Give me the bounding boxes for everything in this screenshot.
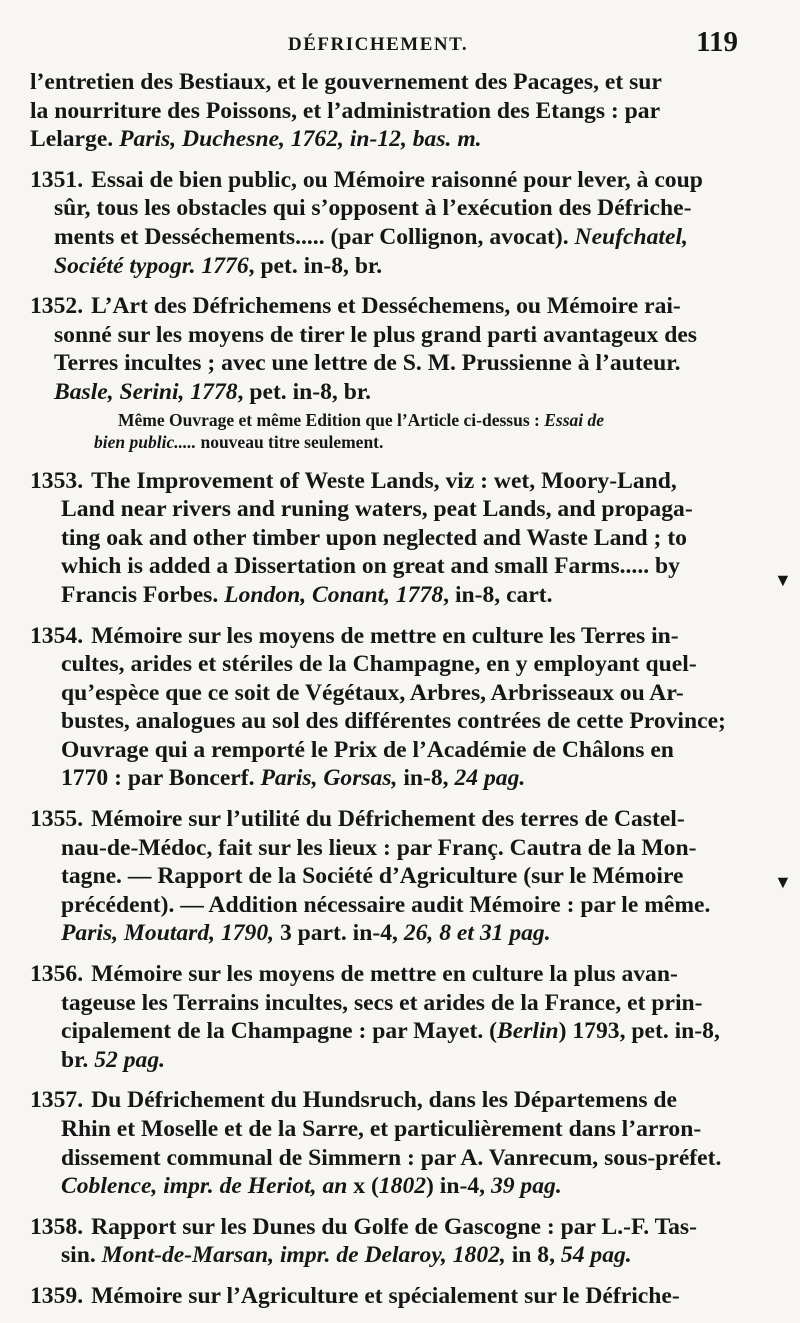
text-line: ments et Desséchements..... (par Collignon, avocat). Neufchatel, xyxy=(54,223,688,250)
text-line: nau-de-Médoc, fait sur les lieux : par Franç. Cautra de la Mon- xyxy=(61,834,697,861)
margin-mark: ▼ xyxy=(774,570,792,590)
text-line: Paris, Moutard, 1790, 3 part. in-4, 26, 8 et 31 pag. xyxy=(61,920,551,947)
text-line: tageuse les Terrains incultes, secs et arides de la France, et prin- xyxy=(61,989,703,1016)
text-line: Francis Forbes. London, Conant, 1778, in-8, cart. xyxy=(61,581,553,608)
text-line: 1355. Mémoire sur l’utilité du Défrichement des terres de Castel- xyxy=(30,806,685,833)
text-line: 1353. The Improvement of Weste Lands, viz : wet, Moory-Land, xyxy=(30,467,677,494)
entry-number: 1359. xyxy=(30,1282,84,1309)
text-line: Coblence, impr. de Heriot, an x (1802) in-4, 39 pag. xyxy=(61,1173,562,1200)
text-line: 1770 : par Boncerf. Paris, Gorsas, in-8, 24 pag. xyxy=(61,765,526,792)
text-line: 1359. Mémoire sur l’Agriculture et spécialement sur le Défriche- xyxy=(30,1282,680,1309)
text-line: 1357. Du Défrichement du Hundsruch, dans les Départemens de xyxy=(30,1087,678,1114)
text-line: dissement communal de Simmern : par A. Vanrecum, sous-préfet. xyxy=(61,1144,722,1171)
entry-continuation xyxy=(30,68,764,154)
running-title: DÉFRICHEMENT. xyxy=(288,34,469,55)
text-line: 1358. Rapport sur les Dunes du Golfe de Gascogne : par L.-F. Tas- xyxy=(30,1213,697,1240)
entry-1357 xyxy=(30,1086,764,1200)
text-line: l’entretien des Bestiaux, et le gouvernement des Pacages, et sur xyxy=(30,69,662,95)
text-line: Land near rivers and runing waters, peat Lands, and propaga- xyxy=(61,496,693,523)
text-line: 1356. Mémoire sur les moyens de mettre en culture la plus avan- xyxy=(30,961,678,988)
text-line: précédent). — Addition nécessaire audit Mémoire : par le même. xyxy=(61,891,711,918)
entry-number: 1357. xyxy=(30,1087,84,1114)
entry-1355 xyxy=(30,805,764,948)
entry-1356 xyxy=(30,960,764,1074)
text-line: cultes, arides et stériles de la Champagne, en y employant quel- xyxy=(61,651,697,678)
entry-1353 xyxy=(30,467,764,610)
text-line: sûr, tous les obstacles qui s’opposent à l’exécution des Défriche- xyxy=(54,195,692,222)
note-line: bien public..... nouveau titre seulement. xyxy=(94,431,384,452)
text-line: 1354. Mémoire sur les moyens de mettre en culture les Terres in- xyxy=(30,622,679,649)
page-header xyxy=(0,28,800,68)
entry-number: 1356. xyxy=(30,961,84,988)
entry-number: 1354. xyxy=(30,622,84,649)
page-number: 119 xyxy=(696,26,738,58)
entry-note xyxy=(30,409,764,453)
text-line: tagne. — Rapport de la Société d’Agriculture (sur le Mémoire xyxy=(61,863,684,890)
entry-number: 1352. xyxy=(30,293,84,320)
text-line: Société typogr. 1776, pet. in-8, br. xyxy=(54,252,383,279)
note-line: Même Ouvrage et même Edition que l’Article ci-dessus : Essai de xyxy=(118,409,605,430)
entry-1358 xyxy=(30,1213,764,1270)
text-line: bustes, analogues au sol des différentes contrées de cette Province; xyxy=(61,708,726,735)
text-line: sonné sur les moyens de tirer le plus grand parti avantageux des xyxy=(54,321,697,348)
entry-1351 xyxy=(30,166,764,280)
text-line: Ouvrage qui a remporté le Prix de l’Académie de Châlons en xyxy=(61,736,674,763)
entry-number: 1353. xyxy=(30,467,84,494)
text-line: ting oak and other timber upon neglected and Waste Land ; to xyxy=(61,524,687,551)
text-line: Lelarge. Paris, Duchesne, 1762, in-12, bas. m. xyxy=(30,126,482,153)
entry-1352 xyxy=(30,292,764,452)
entry-number: 1355. xyxy=(30,806,84,833)
text-line: 1351. Essai de bien public, ou Mémoire raisonné pour lever, à coup xyxy=(30,166,703,193)
text-line: br. 52 pag. xyxy=(61,1046,166,1073)
text-line: Rhin et Moselle et de la Sarre, et particulièrement dans l’arron- xyxy=(61,1116,702,1142)
entry-number: 1351. xyxy=(30,166,84,193)
text-line: la nourriture des Poissons, et l’administration des Etangs : par xyxy=(30,97,661,124)
text-line: Terres incultes ; avec une lettre de S. M. Prussienne à l’auteur. xyxy=(54,350,681,377)
text-line: qu’espèce que ce soit de Végétaux, Arbres, Arbrisseaux ou Ar- xyxy=(61,679,684,706)
entry-1354 xyxy=(30,622,764,794)
entry-number: 1358. xyxy=(30,1213,84,1240)
text-line: sin. Mont-de-Marsan, impr. de Delaroy, 1802, in 8, 54 pag. xyxy=(61,1242,632,1269)
text-line: 1352. L’Art des Défrichemens et Desséchemens, ou Mémoire rai- xyxy=(30,293,681,320)
text-line: cipalement de la Champagne : par Mayet. (Berlin) 1793, pet. in-8, xyxy=(61,1018,720,1045)
text-line: Basle, Serini, 1778, pet. in-8, br. xyxy=(54,378,372,405)
margin-mark: ▼ xyxy=(774,872,792,892)
entry-1359 xyxy=(30,1282,764,1311)
text-line: which is added a Dissertation on great and small Farms..... by xyxy=(61,553,680,580)
bibliography-list xyxy=(30,68,764,1323)
